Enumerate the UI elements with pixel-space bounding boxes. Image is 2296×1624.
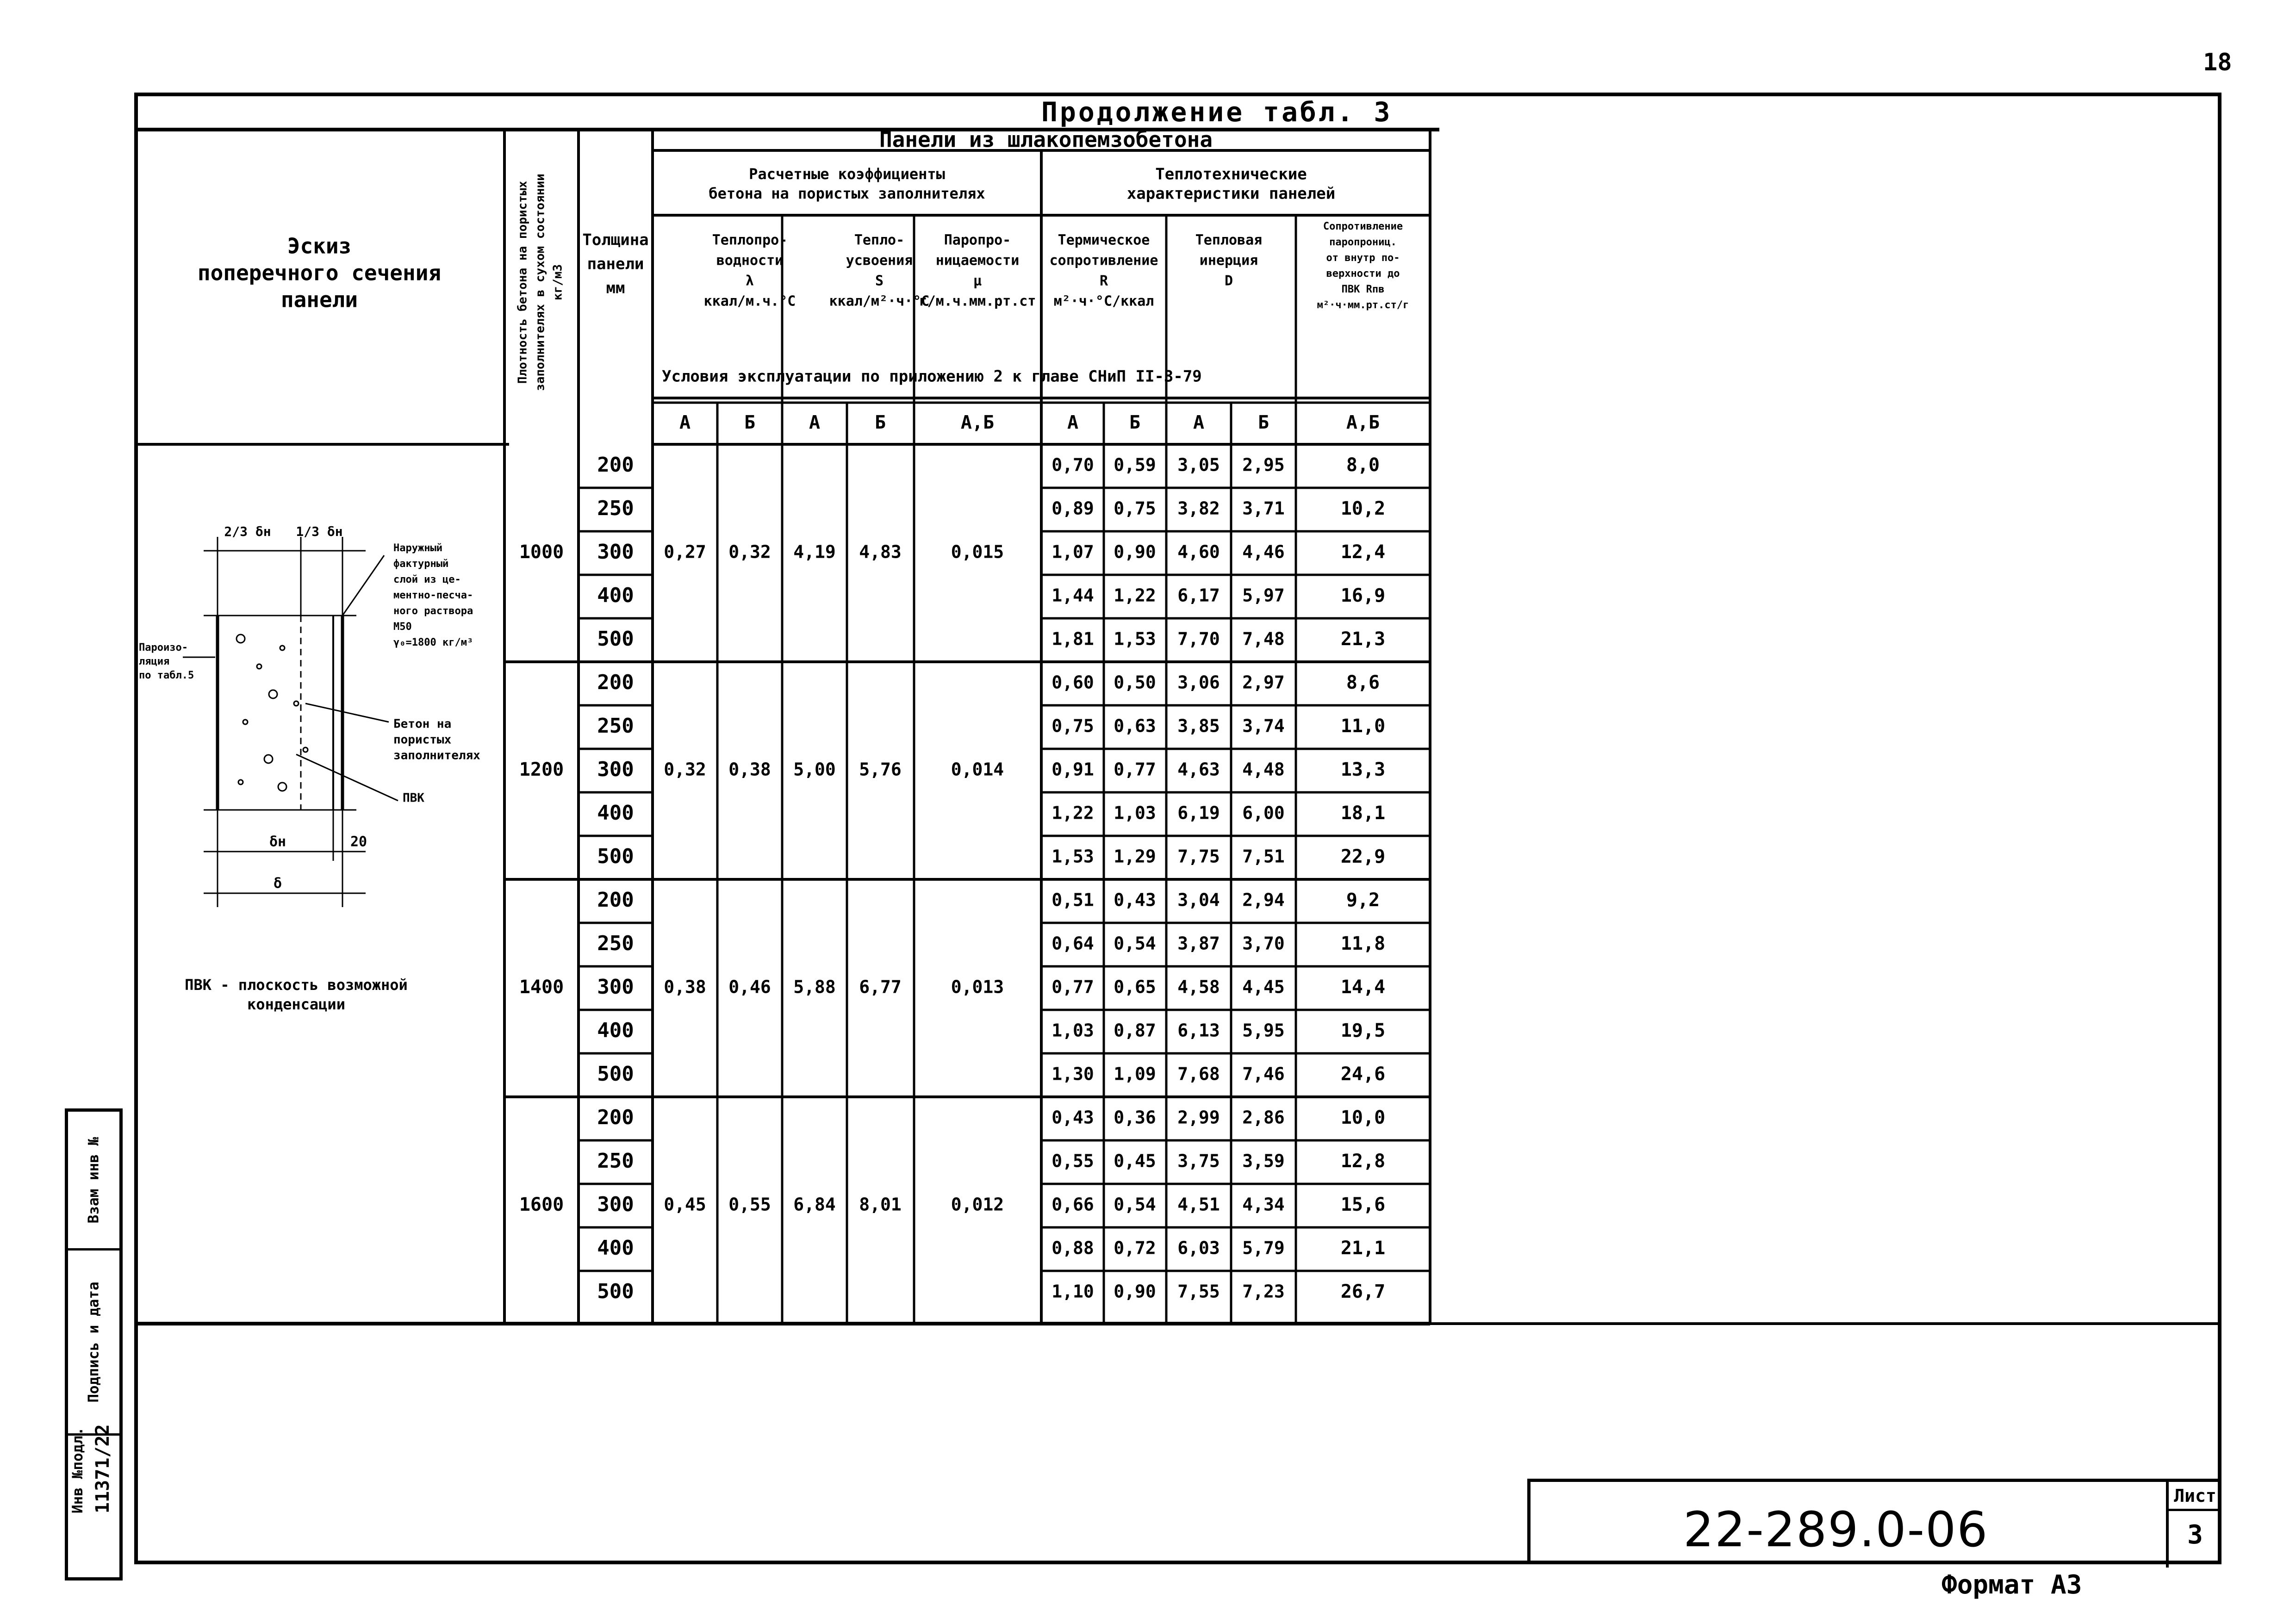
resistance-a-value: 1,44 <box>1052 585 1094 606</box>
thickness-value: 300 <box>597 1193 634 1216</box>
inertia-a-value: 3,87 <box>1177 933 1220 954</box>
page-number: 18 <box>2203 49 2232 76</box>
thermal-group-title-0: Теплотехнические <box>1155 165 1307 184</box>
resistance-a-value: 1,03 <box>1052 1020 1094 1041</box>
aggregate-dot <box>257 664 261 669</box>
resistance-b-value: 0,90 <box>1114 541 1156 562</box>
vapor-resistance-value: 10,0 <box>1340 1107 1386 1128</box>
vapor-resistance-value: 8,0 <box>1346 454 1380 476</box>
resistance-a-value: 0,70 <box>1052 454 1094 475</box>
inertia-a-value: 3,85 <box>1177 716 1220 736</box>
stamp-cell-signature <box>68 1251 119 1436</box>
thickness-value: 250 <box>597 1149 634 1173</box>
vapor-resistance-value: 14,4 <box>1340 977 1386 998</box>
absorption-a-value: 4,19 <box>793 541 836 562</box>
label-vapor-2: по табл.5 <box>139 670 194 681</box>
inertia-a-value: 4,51 <box>1177 1194 1220 1215</box>
lambda-a-value: 0,32 <box>664 759 706 780</box>
label-pvk: ПВК <box>403 791 424 805</box>
stamp-inv-number: 11371/22 <box>92 1424 113 1513</box>
resistance-a-value: 1,30 <box>1052 1064 1094 1084</box>
inertia-b-value: 7,46 <box>1242 1064 1285 1084</box>
thickness-value: 400 <box>597 1019 634 1042</box>
subheader-3: Б <box>874 412 886 433</box>
inertia-a-value: 2,99 <box>1177 1107 1220 1128</box>
resistance-a-value: 0,60 <box>1052 672 1094 693</box>
inertia-b-value: 2,97 <box>1242 672 1285 693</box>
inertia-a-value: 4,60 <box>1177 541 1220 562</box>
inertia-a-value: 6,03 <box>1177 1238 1220 1258</box>
lambda-b-value: 0,38 <box>728 759 771 780</box>
thickness-value: 300 <box>597 975 634 999</box>
resistance-b-value: 0,36 <box>1114 1107 1156 1128</box>
conditions-text: Условия эксплуатации по приложению 2 к главе СНиП II-3-79 <box>662 367 1202 386</box>
vapor-resistance-value: 24,6 <box>1340 1064 1386 1085</box>
thickness-value: 250 <box>597 714 634 738</box>
label-vapor-1: ляция <box>139 656 170 667</box>
column-header-1-3: ккал/м²·ч·°С <box>829 293 930 310</box>
label-facing-5: М50 <box>393 621 412 633</box>
label-facing-4: ного раствора <box>393 605 473 617</box>
inertia-b-value: 4,45 <box>1242 977 1285 997</box>
resistance-b-value: 0,59 <box>1114 454 1156 475</box>
sketch-title-0: Эскиз <box>287 233 352 259</box>
subheader-6: Б <box>1129 412 1141 433</box>
thickness-value: 250 <box>597 497 634 520</box>
thickness-value: 400 <box>597 1236 634 1260</box>
resistance-a-value: 1,10 <box>1052 1281 1094 1302</box>
resistance-a-value: 0,43 <box>1052 1107 1094 1128</box>
resistance-b-value: 1,03 <box>1114 803 1156 823</box>
density-value: 1200 <box>519 759 564 780</box>
label-facing-1: фактурный <box>393 558 449 570</box>
lambda-b-value: 0,32 <box>728 541 771 562</box>
resistance-b-value: 0,63 <box>1114 716 1156 736</box>
column-header-0-0: Теплопро- <box>712 232 788 249</box>
vapor-resistance-value: 21,3 <box>1340 628 1386 650</box>
coeff-group-title-1: бетона на пористых заполнителях <box>709 185 985 202</box>
column-header-0-1: водности <box>716 252 784 269</box>
column-header-5-5: м²·ч·мм.рт.ст/г <box>1317 299 1409 311</box>
aggregate-dot <box>303 747 308 752</box>
resistance-b-value: 0,87 <box>1114 1020 1156 1041</box>
inertia-b-value: 3,59 <box>1242 1151 1285 1171</box>
column-header-3-3: м²·ч·°С/ккал <box>1053 293 1154 310</box>
subheader-2: А <box>809 412 821 433</box>
inertia-b-value: 5,97 <box>1242 585 1285 606</box>
document-code: 22-289.0-06 <box>1683 1501 1989 1558</box>
lambda-a-value: 0,38 <box>664 977 706 997</box>
vapor-resistance-value: 11,8 <box>1340 933 1386 954</box>
resistance-b-value: 0,54 <box>1114 1194 1156 1215</box>
vapor-resistance-value: 18,1 <box>1340 803 1386 824</box>
resistance-b-value: 1,22 <box>1114 585 1156 606</box>
vapor-resistance-value: 21,1 <box>1340 1238 1386 1259</box>
resistance-b-value: 0,54 <box>1114 933 1156 954</box>
density-value: 1400 <box>519 977 564 998</box>
thickness-value: 400 <box>597 584 634 607</box>
inertia-a-value: 6,19 <box>1177 803 1220 823</box>
resistance-b-value: 0,72 <box>1114 1238 1156 1258</box>
label-facing-3: ментно-песча- <box>393 590 473 601</box>
resistance-a-value: 0,88 <box>1052 1238 1094 1258</box>
thickness-value: 500 <box>597 1062 634 1086</box>
stamp-cell-inv-replace <box>68 1112 119 1251</box>
inertia-a-value: 3,75 <box>1177 1151 1220 1171</box>
resistance-b-value: 0,50 <box>1114 672 1156 693</box>
resistance-b-value: 0,45 <box>1114 1151 1156 1171</box>
dim-total-label: δ <box>273 875 282 892</box>
inertia-b-value: 2,95 <box>1242 454 1285 475</box>
stamp-label-signature: Подпись и дата <box>85 1281 102 1403</box>
inertia-a-value: 3,06 <box>1177 672 1220 693</box>
aggregate-dot <box>278 783 286 791</box>
stamp-cell-inv-original <box>68 1424 119 1577</box>
vapor-resistance-value: 16,9 <box>1340 585 1386 606</box>
title-block <box>1527 1479 2221 1564</box>
inertia-b-value: 7,51 <box>1242 846 1285 867</box>
format-label: Формат А3 <box>1941 1570 2082 1600</box>
resistance-a-value: 1,81 <box>1052 628 1094 649</box>
inertia-a-value: 3,05 <box>1177 454 1220 475</box>
thickness-value: 300 <box>597 540 634 564</box>
sketch-footnote-1: конденсации <box>247 996 345 1013</box>
inertia-b-value: 6,00 <box>1242 803 1285 823</box>
column-header-5-0: Сопротивление <box>1323 221 1403 232</box>
sheet-number-box <box>2166 1482 2221 1568</box>
column-header-2-1: ницаемости <box>935 252 1020 269</box>
aggregate-dot <box>243 720 248 724</box>
column-header-0-2: λ <box>745 273 754 289</box>
inertia-a-value: 4,63 <box>1177 759 1220 780</box>
inertia-b-value: 4,48 <box>1242 759 1285 780</box>
column-header-1-0: Тепло- <box>854 232 905 249</box>
permeability-value: 0,013 <box>951 977 1004 997</box>
aggregate-dot <box>294 701 299 706</box>
resistance-a-value: 0,77 <box>1052 977 1094 997</box>
column-header-5-3: верхности до <box>1326 268 1400 280</box>
thickness-value: 200 <box>597 453 634 477</box>
resistance-a-value: 0,55 <box>1052 1151 1094 1171</box>
aggregate-dot <box>238 780 243 784</box>
column-header-1-2: S <box>875 273 884 289</box>
density-value: 1600 <box>519 1194 564 1215</box>
stamp-label-inv-replace: Взам инв № <box>85 1137 102 1223</box>
inertia-b-value: 5,79 <box>1242 1238 1285 1258</box>
column-header-4-0: Тепловая <box>1195 232 1263 249</box>
column-header-2-0: Паропро- <box>944 232 1011 249</box>
resistance-a-value: 1,53 <box>1052 846 1094 867</box>
column-header-2-3: г/м.ч.мм.рт.ст <box>919 293 1036 310</box>
resistance-b-value: 0,75 <box>1114 498 1156 519</box>
absorption-b-value: 8,01 <box>859 1194 902 1215</box>
leader-facing <box>342 555 384 616</box>
inertia-b-value: 3,71 <box>1242 498 1285 519</box>
label-concrete-1: пористых <box>393 733 452 747</box>
group-title: Панели из шлакопемзобетона <box>879 127 1213 152</box>
column-header-4-2: D <box>1224 273 1233 289</box>
density-value: 1000 <box>519 541 564 563</box>
dim-inner-label: 1/3 δн <box>296 524 343 539</box>
resistance-a-value: 0,51 <box>1052 890 1094 910</box>
column-header-0-3: ккал/м.ч.°С <box>703 293 796 310</box>
subheader-4: А,Б <box>960 412 995 433</box>
table-texts <box>139 127 1409 1304</box>
subheader-0: А <box>679 412 691 433</box>
column-header-4-1: инерция <box>1199 252 1258 269</box>
resistance-a-value: 0,75 <box>1052 716 1094 736</box>
column-header-2-2: μ <box>973 273 982 289</box>
column-header-1-1: усвоения <box>846 252 913 269</box>
absorption-a-value: 5,88 <box>793 977 836 997</box>
resistance-b-value: 1,29 <box>1114 846 1156 867</box>
sketch-footnote-0: ПВК - плоскость возможной <box>185 976 408 994</box>
thermal-group-title-1: характеристики панелей <box>1126 184 1336 203</box>
density-header-0: Плотность бетона на пористых <box>516 180 530 384</box>
resistance-b-value: 0,43 <box>1114 890 1156 910</box>
column-header-3-2: R <box>1099 273 1108 289</box>
inertia-a-value: 6,13 <box>1177 1020 1220 1041</box>
aggregate-dot <box>264 755 273 763</box>
inertia-a-value: 4,58 <box>1177 977 1220 997</box>
inertia-b-value: 3,74 <box>1242 716 1285 736</box>
subheader-9: А,Б <box>1346 412 1380 433</box>
dim-bottom-layer-label: 20 <box>350 834 367 850</box>
resistance-b-value: 1,53 <box>1114 628 1156 649</box>
vapor-resistance-value: 10,2 <box>1340 498 1386 519</box>
resistance-b-value: 0,90 <box>1114 1281 1156 1302</box>
thickness-value: 400 <box>597 801 634 825</box>
column-header-5-1: паропрониц. <box>1329 236 1397 248</box>
resistance-a-value: 0,89 <box>1052 498 1094 519</box>
inertia-b-value: 5,95 <box>1242 1020 1285 1041</box>
vapor-resistance-value: 26,7 <box>1340 1281 1386 1302</box>
aggregate-dot <box>280 646 285 650</box>
permeability-value: 0,014 <box>951 759 1004 780</box>
sketch-title-1: поперечного сечения <box>197 260 442 286</box>
label-concrete-0: Бетон на <box>393 717 452 731</box>
inertia-a-value: 7,55 <box>1177 1281 1220 1302</box>
resistance-a-value: 1,07 <box>1052 541 1094 562</box>
column-header-5-2: от внутр по- <box>1326 252 1400 264</box>
absorption-b-value: 5,76 <box>859 759 902 780</box>
vapor-resistance-value: 9,2 <box>1346 890 1380 911</box>
panel-sketch <box>183 537 398 907</box>
dim-bottom-inner-label: δн <box>269 834 286 850</box>
density-header-2: кг/м3 <box>551 264 565 301</box>
absorption-b-value: 4,83 <box>859 541 902 562</box>
subheader-5: А <box>1067 412 1079 433</box>
thickness-value: 200 <box>597 671 634 694</box>
vapor-resistance-value: 15,6 <box>1340 1194 1386 1215</box>
inertia-b-value: 2,86 <box>1242 1107 1285 1128</box>
resistance-a-value: 0,91 <box>1052 759 1094 780</box>
inertia-a-value: 7,70 <box>1177 628 1220 649</box>
resistance-b-value: 0,65 <box>1114 977 1156 997</box>
inertia-b-value: 7,23 <box>1242 1281 1285 1302</box>
thickness-value: 300 <box>597 758 634 781</box>
label-facing-2: слой из це- <box>393 574 461 585</box>
absorption-a-value: 5,00 <box>793 759 836 780</box>
leader-concrete <box>305 703 389 722</box>
thickness-value: 500 <box>597 1280 634 1303</box>
label-facing-6: γ₀=1800 кг/м³ <box>393 637 473 648</box>
column-header-3-1: сопротивление <box>1049 252 1158 269</box>
sheet-label: Лист <box>2169 1486 2221 1511</box>
inertia-b-value: 4,34 <box>1242 1194 1285 1215</box>
column-header-3-0: Термическое <box>1058 232 1150 249</box>
vapor-resistance-value: 22,9 <box>1340 846 1386 867</box>
inertia-a-value: 7,75 <box>1177 846 1220 867</box>
lambda-a-value: 0,45 <box>664 1194 706 1215</box>
vapor-resistance-value: 19,5 <box>1340 1020 1386 1041</box>
resistance-a-value: 0,64 <box>1052 933 1094 954</box>
inertia-a-value: 7,68 <box>1177 1064 1220 1084</box>
resistance-a-value: 0,66 <box>1052 1194 1094 1215</box>
sheet-number: 3 <box>2187 1520 2203 1550</box>
stamp-label-inv-original: Инв №подл. <box>69 1427 86 1513</box>
column-header-5-4: ПВК Rпв <box>1341 284 1385 295</box>
inertia-b-value: 2,94 <box>1242 890 1285 910</box>
thickness-value: 200 <box>597 888 634 912</box>
aggregate-dot <box>269 690 277 698</box>
vapor-resistance-value: 12,4 <box>1340 541 1386 563</box>
thickness-value: 500 <box>597 627 634 651</box>
inertia-a-value: 3,82 <box>1177 498 1220 519</box>
table-caption: Продолжение табл. 3 <box>1041 96 1393 128</box>
inertia-a-value: 6,17 <box>1177 585 1220 606</box>
absorption-b-value: 6,77 <box>859 977 902 997</box>
resistance-b-value: 1,09 <box>1114 1064 1156 1084</box>
absorption-a-value: 6,84 <box>793 1194 836 1215</box>
vapor-resistance-value: 11,0 <box>1340 716 1386 737</box>
inertia-b-value: 3,70 <box>1242 933 1285 954</box>
thickness-header-1: панели <box>587 255 644 274</box>
permeability-value: 0,012 <box>951 1194 1004 1215</box>
thickness-value: 500 <box>597 845 634 868</box>
sketch-title-2: панели <box>280 287 358 312</box>
thickness-value: 250 <box>597 932 634 955</box>
thickness-value: 200 <box>597 1106 634 1129</box>
thickness-header-0: Толщина <box>582 230 649 249</box>
aggregate-dot <box>236 635 245 643</box>
inertia-b-value: 7,48 <box>1242 628 1285 649</box>
leader-pvk <box>296 754 398 801</box>
lambda-a-value: 0,27 <box>664 541 706 562</box>
left-stamp <box>65 1108 123 1580</box>
subheader-1: Б <box>744 412 756 433</box>
lambda-b-value: 0,46 <box>728 977 771 997</box>
thickness-header-2: мм <box>606 279 625 298</box>
resistance-a-value: 1,22 <box>1052 803 1094 823</box>
lambda-b-value: 0,55 <box>728 1194 771 1215</box>
subheader-8: Б <box>1257 412 1269 433</box>
resistance-b-value: 0,77 <box>1114 759 1156 780</box>
density-header-1: заполнителях в сухом состоянии <box>533 174 548 391</box>
inertia-a-value: 3,04 <box>1177 890 1220 910</box>
vapor-resistance-value: 8,6 <box>1346 672 1380 693</box>
vapor-resistance-value: 13,3 <box>1340 759 1386 780</box>
coeff-group-title-0: Расчетные коэффициенты <box>749 165 945 183</box>
inertia-b-value: 4,46 <box>1242 541 1285 562</box>
label-concrete-2: заполнителях <box>393 748 480 763</box>
dim-outer-label: 2/3 δн <box>224 524 271 539</box>
subheader-7: А <box>1193 412 1205 433</box>
permeability-value: 0,015 <box>951 541 1004 562</box>
label-facing-0: Наружный <box>393 542 442 554</box>
label-vapor-0: Пароизо- <box>139 642 188 653</box>
vapor-resistance-value: 12,8 <box>1340 1151 1386 1172</box>
